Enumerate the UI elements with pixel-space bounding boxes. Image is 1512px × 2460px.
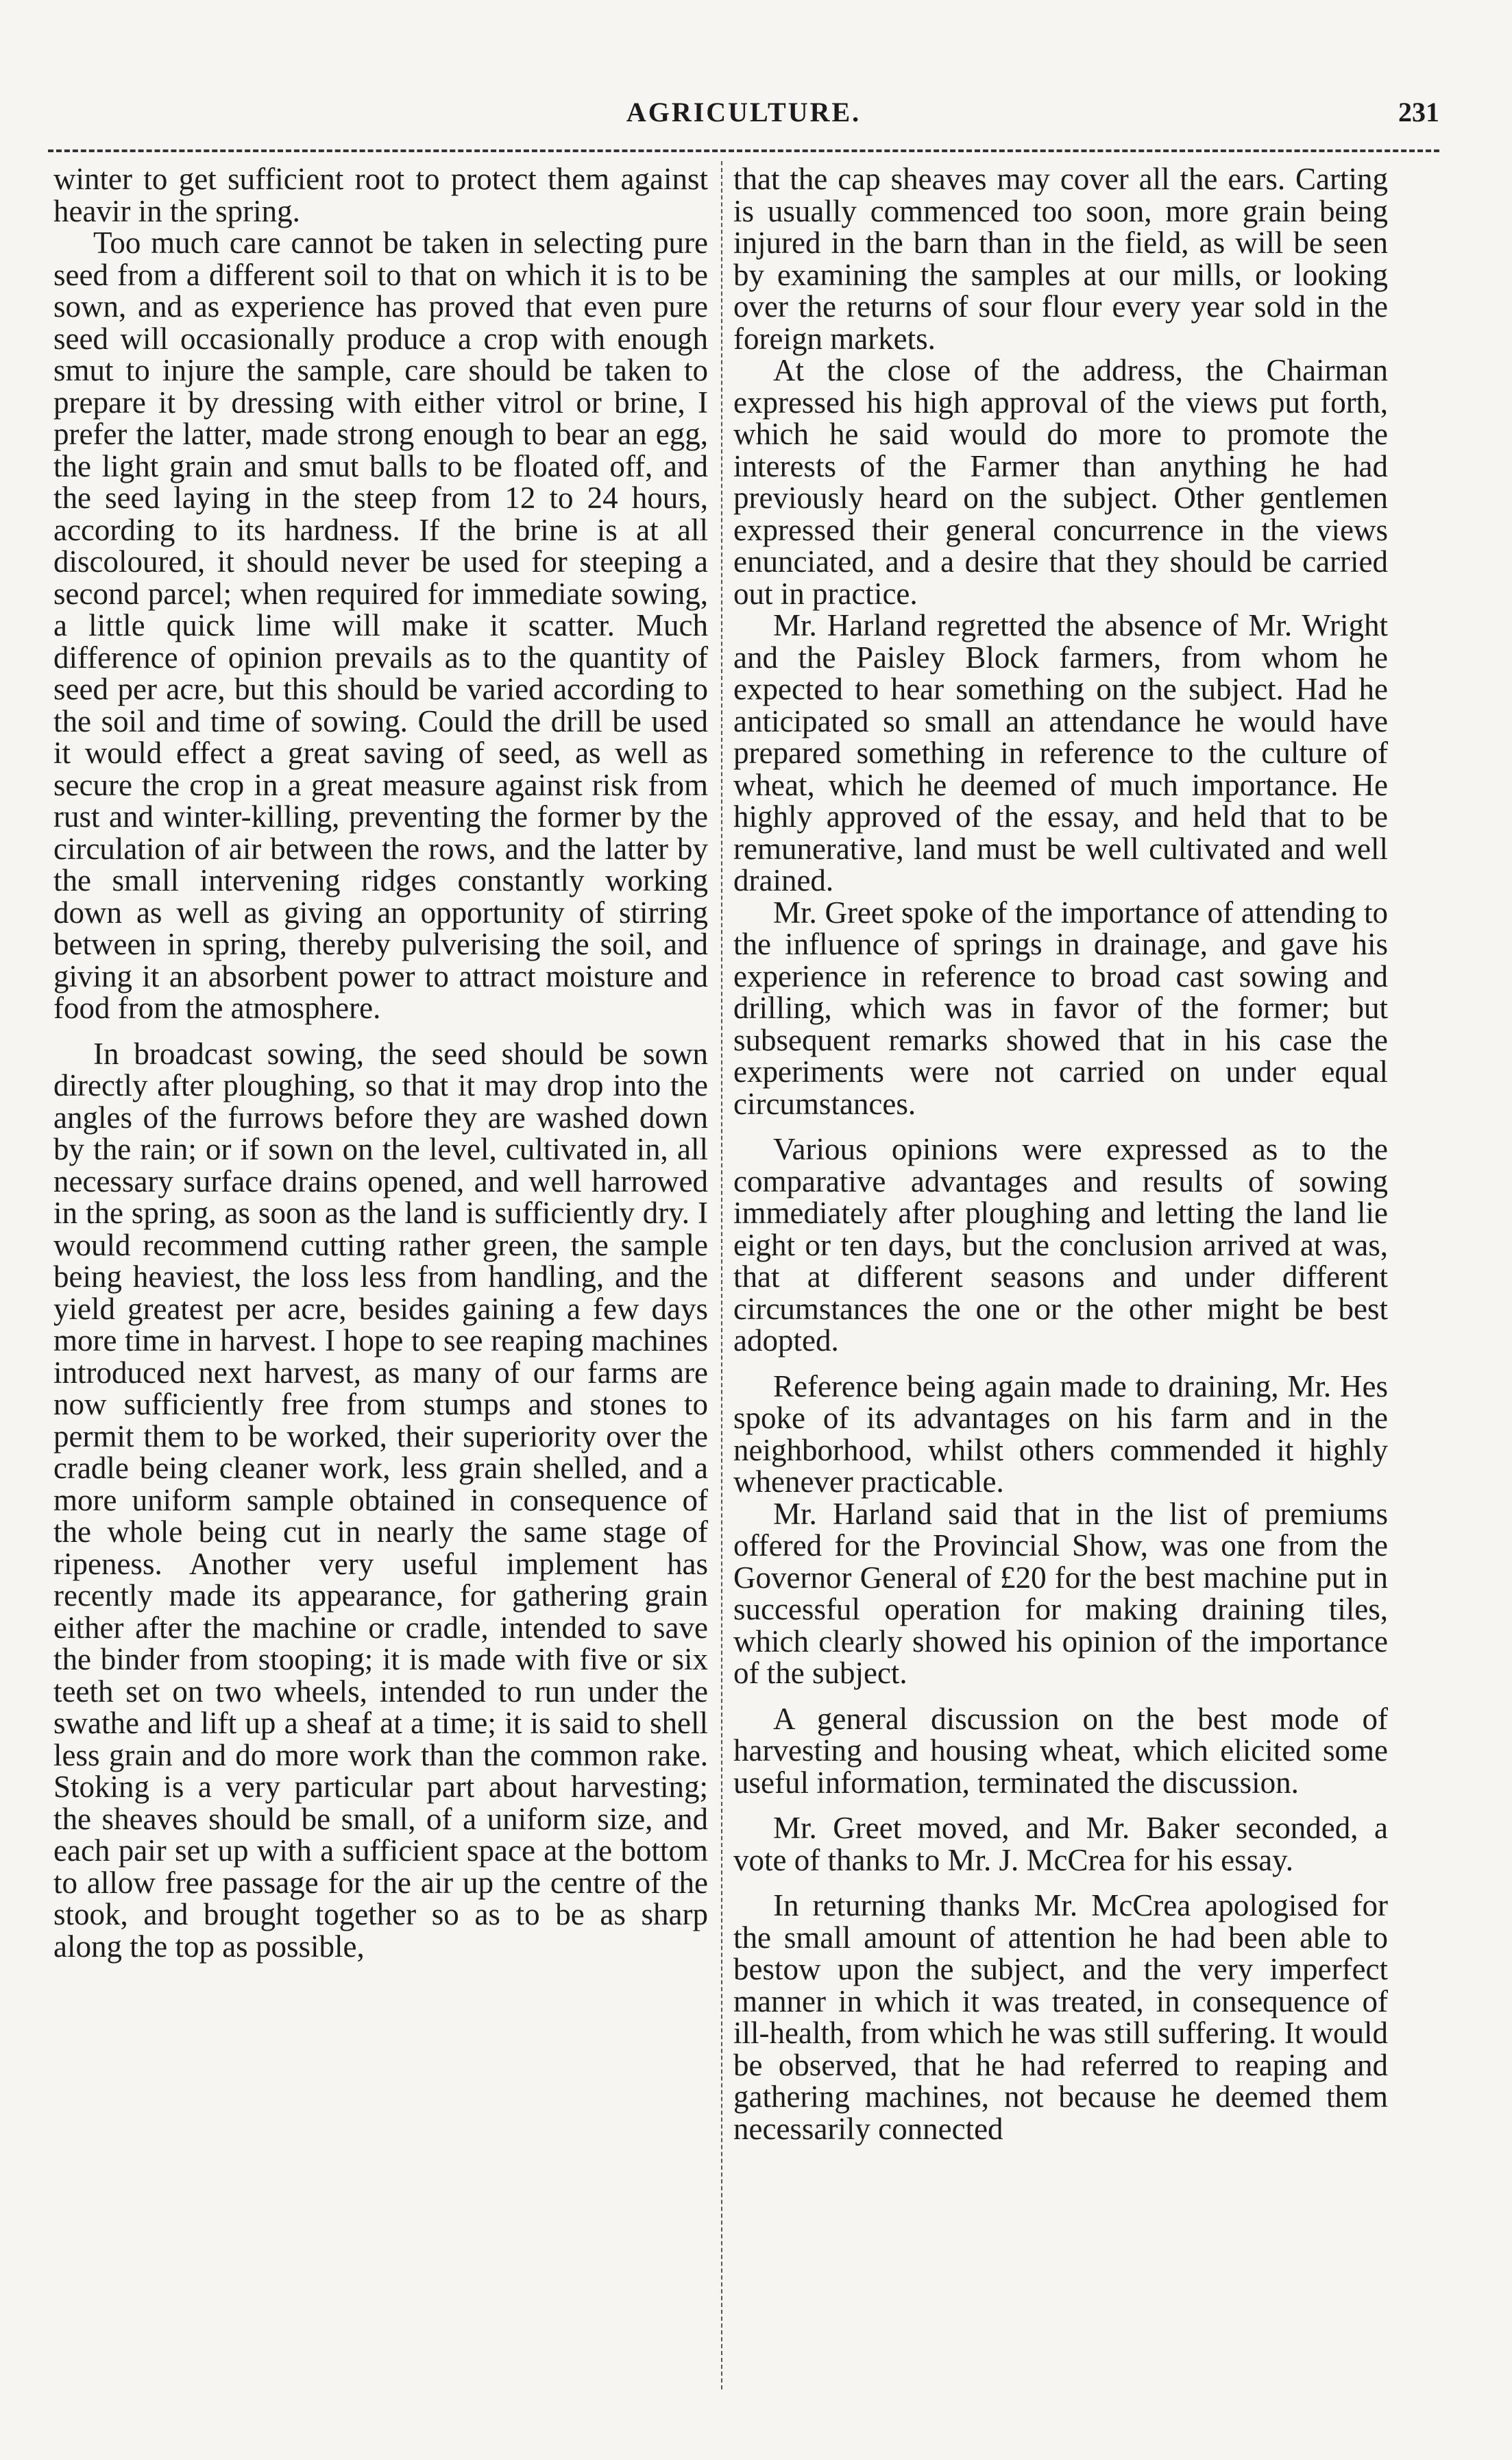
page-header [48, 96, 1439, 144]
running-head: AGRICULTURE. [626, 97, 862, 128]
paragraph: winter to get sufficient root to protect them against heavir in the spring. [53, 162, 708, 228]
page-number: 231 [1398, 97, 1439, 128]
paragraph: At the close of the address, the Chairman expressed his high approval of the views put forth, which he said would do more to promote the interests of the Farmer than anything he had previously heard on the subject. Other gentlemen expressed their general concurrence in the views enunciated, and a desire that they should be carried out in practice. [733, 353, 1388, 611]
paragraph: Reference being again made to draining, Mr. Hes spoke of its advantages on his farm and in the neighborhood, whilst others commended it highly whenever practicable. [733, 1368, 1388, 1499]
paragraph: Mr. Greet moved, and Mr. Baker seconded, a vote of thanks to Mr. J. McCrea for his essay. [733, 1811, 1388, 1877]
paragraph: that the cap sheaves may cover all the ears. Carting is usually commenced too soon, more grain being injured in the barn than in the field, as will be seen by examining the samples at our mills, or looking over the returns of sour flour every year sold in the foreign markets. [733, 162, 1388, 356]
paragraph: In returning thanks Mr. McCrea apologised for the small amount of attention he had been able to bestow upon the subject, and the very imperfect manner in which it was treated, in consequence of ill-health, from which he was still suffering. It would be observed, that he had referred to reaping and gathering machines, not because he deemed them necessarily connected [733, 1888, 1388, 2146]
paragraph: In broadcast sowing, the seed should be sown directly after ploughing, so that it may drop into the angles of the furrows before they are washed down by the rain; or if sown on the level, cultivated in, all necessary surface drains opened, and well harrowed in the spring, as soon as the land is sufficiently dry. I would recommend cutting rather green, the sample being heaviest, the loss less from handling, and the yield greatest per acre, besides gaining a few days more time in harvest. I hope to see reaping machines introduced next harvest, as many of our farms are now sufficiently free from stumps and stones to permit them to be worked, their superiority over the cradle being cleaner work, less grain shelled, and a more uniform sample obtained in consequence of the whole being cut in nearly the same stage of ripeness. Another very useful implement has recently made its appearance, for gathering grain either after the machine or cradle, intended to save the binder from stooping; it is made with five or six teeth set on two wheels, intended to run under the swathe and lift up a sheaf at a time; it is said to shell less grain and do more work than the common rake. Stoking is a very particular part about harvesting; the sheaves should be small, of a uniform size, and each pair set up with a sufficient space at the bottom to allow free passage for the air up the centre of the stook, and brought together so as to be as sharp along the top as possible, [53, 1036, 708, 1964]
right-column [733, 163, 1388, 2145]
column-divider [721, 161, 722, 2389]
paragraph: Mr. Greet spoke of the importance of attending to the influence of springs in drainage, and gave his experience in reference to broad cast sowing and drilling, which was in favor of the former; but subsequent remarks showed that in his case the experiments were not carried on under equal circumstances. [733, 895, 1388, 1121]
paragraph: Too much care cannot be taken in selecting pure seed from a different soil to that on which it is to be sown, and as experience has proved that even pure seed will occasionally produce a crop with enough smut to injure the sample, care should be taken to prepare it by dressing with either vitrol or brine, I prefer the latter, made strong enough to bear an egg, the light grain and smut balls to be floated off, and the seed laying in the steep from 12 to 24 hours, according to its hardness. If the brine is at all discoloured, it should never be used for steeping a second parcel; when required for immediate sowing, a little quick lime will make it scatter. Much difference of opinion prevails as to the quantity of seed per acre, but this should be varied according to the soil and time of sowing. Could the drill be used it would effect a great saving of seed, as well as secure the crop in a great measure against risk from rust and winter-killing, preventing the former by the circulation of air between the rows, and the latter by the small intervening ridges constantly working down as well as giving an opportunity of stirring between in spring, thereby pulverising the soil, and giving it an absorbent power to attract moisture and food from the atmosphere. [53, 226, 708, 1025]
left-column [53, 163, 708, 1962]
paragraph: Mr. Harland said that in the list of premiums offered for the Provincial Show, was one from the Governor General of £20 for the best machine put in successful operation for making draining tiles, which clearly showed his opinion of the importance of the subject. [733, 1496, 1388, 1690]
paragraph: Various opinions were expressed as to the comparative advantages and results of sowing immediately after ploughing and letting the land lie eight or ten days, but the conclusion arrived at was, that at different seasons and under different circumstances the one or the other might be best adopted. [733, 1132, 1388, 1358]
header-rule [48, 149, 1439, 152]
paragraph: Mr. Harland regretted the absence of Mr. Wright and the Paisley Block farmers, from whom he expected to hear something on the subject. Had he anticipated so small an attendance he would have prepared something in reference to the culture of wheat, which he deemed of much importance. He highly approved of the essay, and held that to be remunerative, land must be well cultivated and well drained. [733, 608, 1388, 897]
paragraph: A general discussion on the best mode of harvesting and housing wheat, which elicited some useful information, terminated the discussion. [733, 1701, 1388, 1800]
